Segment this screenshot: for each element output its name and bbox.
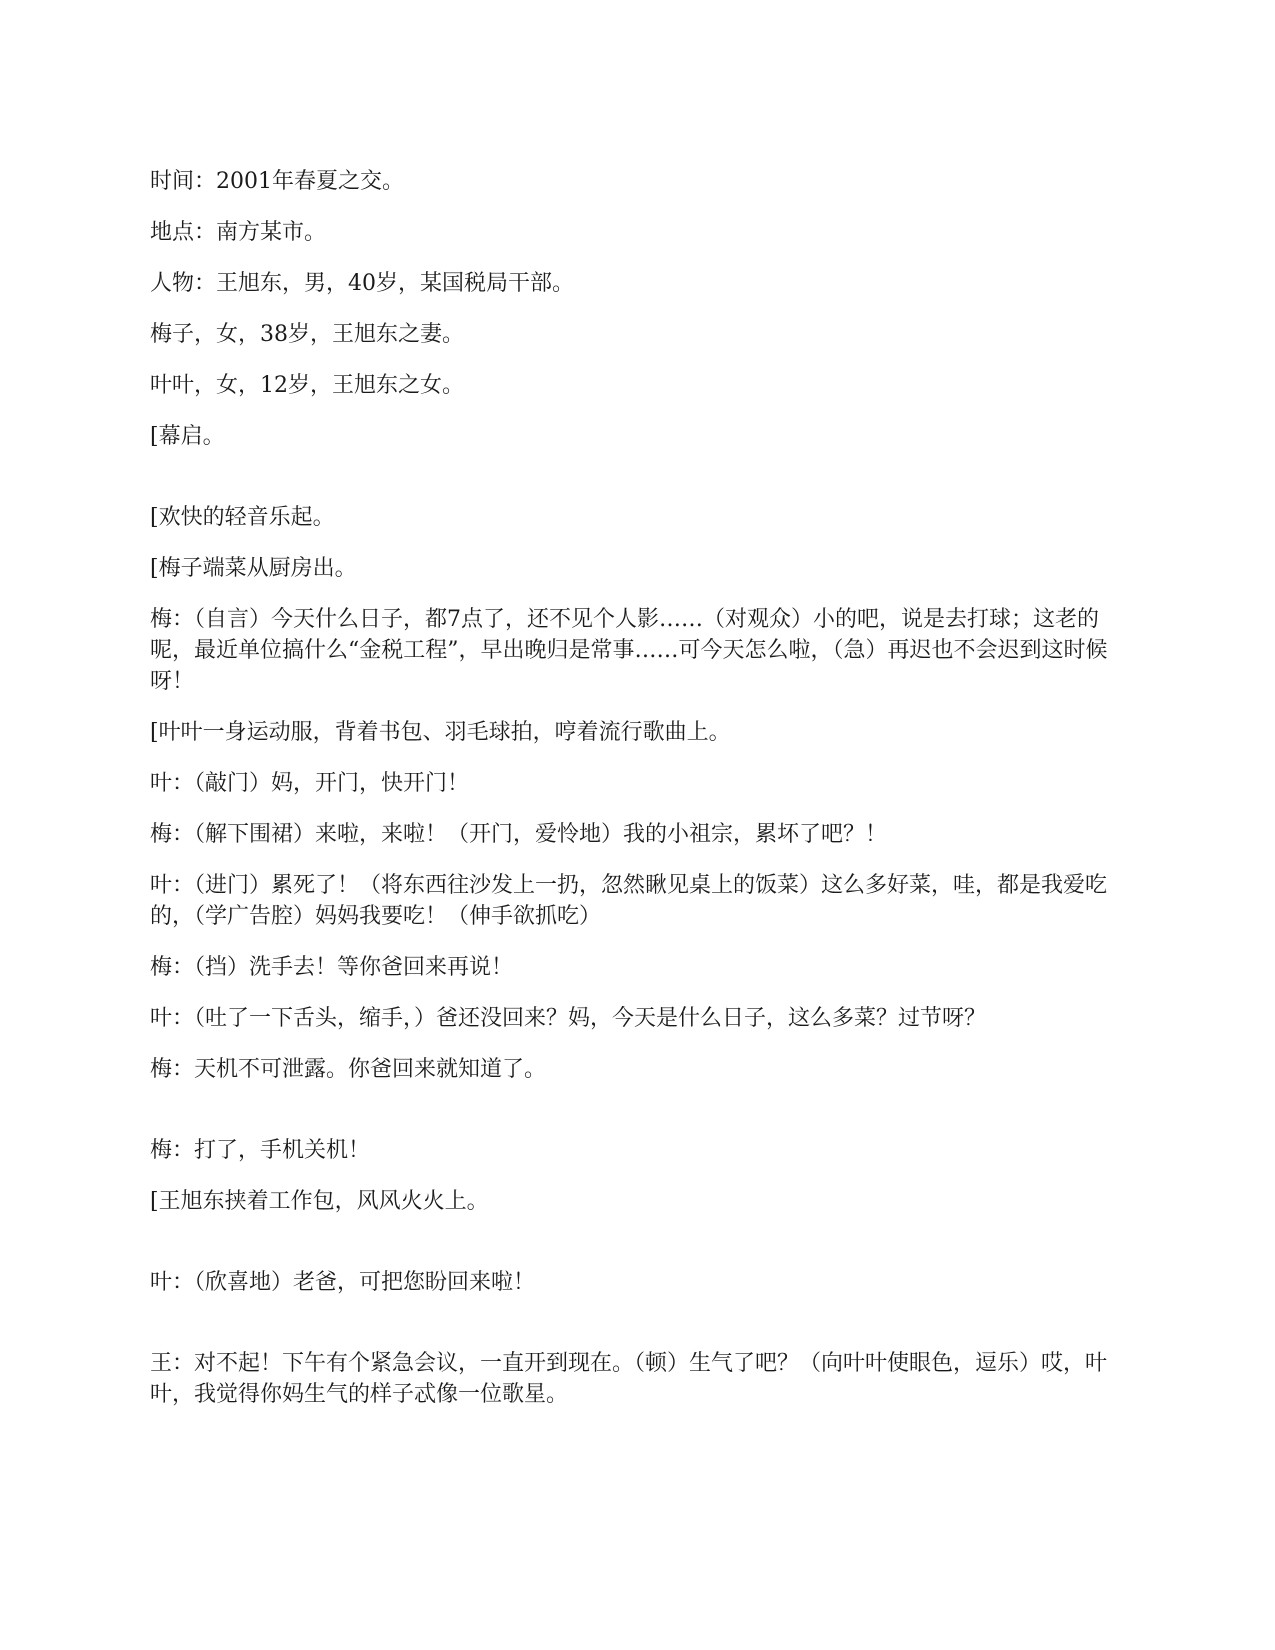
character-meizi: 梅子，女，38岁，王旭东之妻。 (150, 322, 464, 347)
stage-direction: [幕启。 (150, 424, 225, 449)
setting-place: 地点：南方某市。 (150, 220, 327, 245)
setting-time: 时间：2001年春夏之交。 (150, 169, 404, 194)
dialogue-line: 王：对不起！下午有个紧急会议，一直开到现在。（顿）生气了吧？（向叶叶使眼色，逗乐）哎，叶叶，我觉得你妈生气的样子忒像一位歌星。 (150, 1351, 1108, 1407)
dialogue-line: 梅：（挡）洗手去！等你爸回来再说！ (150, 955, 514, 980)
paragraph-gap (150, 1105, 1130, 1135)
paragraph-gap (150, 1237, 1130, 1267)
dialogue-line: 梅：打了，手机关机！ (150, 1138, 371, 1163)
paragraph-gap (150, 472, 1130, 502)
script-body (150, 166, 1130, 1430)
dialogue-line: 叶：（敲门）妈，开门，快开门！ (150, 771, 470, 796)
dialogue-line: 叶：（吐了一下舌头，缩手，）爸还没回来？妈，今天是什么日子，这么多菜？过节呀？ (150, 1006, 987, 1031)
stage-direction: [欢快的轻音乐起。 (150, 505, 335, 530)
stage-direction: [梅子端菜从厨房出。 (150, 556, 357, 581)
dialogue-line: 梅：（解下围裙）来啦，来啦！（开门，爱怜地）我的小祖宗，累坏了吧？！ (150, 822, 888, 847)
stage-direction: [叶叶一身运动服，背着书包、羽毛球拍，哼着流行歌曲上。 (150, 720, 731, 745)
stage-direction: [王旭东挟着工作包，风风火火上。 (150, 1189, 489, 1214)
dialogue-line: 叶：（进门）累死了！（将东西往沙发上一扔，忽然瞅见桌上的饭菜）这么多好菜，哇，都是我爱吃的，（学广告腔）妈妈我要吃！（伸手欲抓吃） (150, 873, 1108, 929)
paragraph-gap (150, 1318, 1130, 1348)
character-wang: 人物：王旭东，男，40岁，某国税局干部。 (150, 271, 574, 296)
character-yeye: 叶叶，女，12岁，王旭东之女。 (150, 373, 464, 398)
dialogue-line: 叶：（欣喜地）老爸，可把您盼回来啦！ (150, 1270, 536, 1295)
dialogue-line: 梅：（自言）今天什么日子，都7点了，还不见个人影……（对观众）小的吧，说是去打球；这老的呢，最近单位搞什么“金税工程”，早出晚归是常事……可今天怎么啦，（急）再迟也不会迟到这时候呀！ (150, 607, 1108, 694)
dialogue-line: 梅：天机不可泄露。你爸回来就知道了。 (150, 1057, 547, 1082)
